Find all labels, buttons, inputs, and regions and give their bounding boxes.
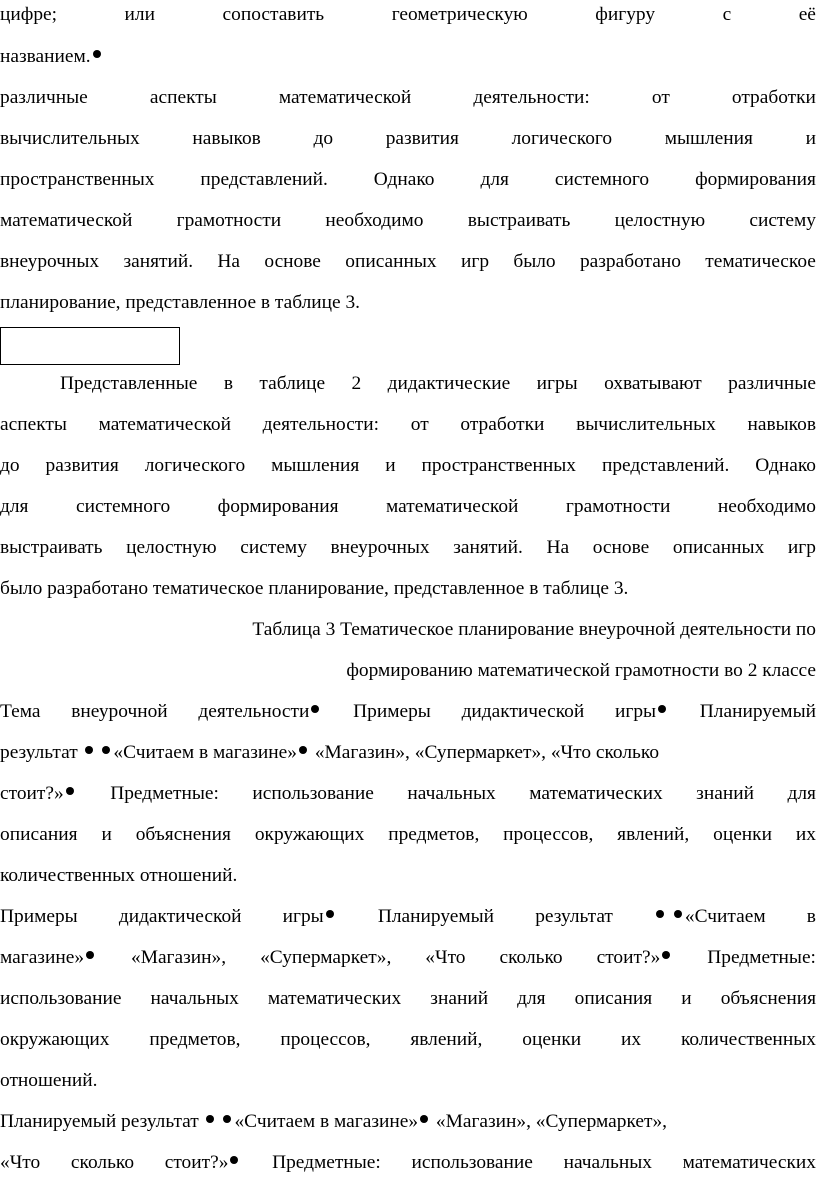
word: отработки	[731, 87, 816, 108]
bullet-dot-icon	[656, 910, 664, 918]
word: Планируемый	[377, 906, 495, 927]
text-line	[0, 782, 816, 806]
word: дидактической	[118, 906, 242, 927]
word: математических	[267, 988, 402, 1009]
word: предметов,	[149, 1029, 241, 1050]
word: основе	[592, 537, 650, 558]
word: Представленные	[60, 373, 198, 394]
word: или	[124, 4, 155, 25]
word: её	[798, 4, 816, 25]
word: необходимо	[717, 496, 816, 517]
bullet-dot-icon	[223, 1115, 231, 1123]
word: целостную	[126, 537, 217, 558]
word: внеурочных	[0, 251, 100, 272]
word: дидактические	[387, 373, 511, 394]
bullet-dot-icon	[420, 1115, 428, 1123]
text-line	[60, 372, 816, 396]
word: цифре;	[0, 4, 58, 25]
word: Однако	[373, 169, 435, 190]
word: использование	[252, 783, 374, 804]
line-text: результат «Считаем в магазине» «Магазин», «Супермаркет», «Что сколько	[0, 742, 660, 763]
text-line	[0, 1110, 816, 1134]
word: игр	[460, 251, 490, 272]
word: аспекты	[149, 87, 217, 108]
text-line	[0, 209, 816, 233]
word: для	[787, 783, 816, 804]
bullet-dot-icon	[230, 1156, 238, 1164]
word: игры	[283, 905, 337, 929]
word: грамотности	[565, 496, 671, 517]
word: объяснения	[720, 988, 816, 1009]
word: различные	[0, 87, 88, 108]
line-text: названием.	[0, 46, 91, 67]
text-line	[0, 987, 816, 1011]
word: математических	[682, 1152, 816, 1173]
text-line	[0, 536, 816, 560]
bullet-dot-icon	[658, 705, 666, 713]
word: Однако	[755, 455, 816, 476]
word: Примеры	[353, 701, 431, 722]
word: развития	[385, 128, 459, 149]
word: логического	[511, 128, 613, 149]
word: охватывают	[604, 373, 702, 394]
text-line	[0, 946, 816, 970]
word: их	[621, 1029, 642, 1050]
word: математической	[278, 87, 412, 108]
word: математических	[529, 783, 663, 804]
bullet-dot-icon	[662, 951, 670, 959]
word: знаний	[430, 988, 489, 1009]
word: начальных	[407, 783, 496, 804]
word: знаний	[696, 783, 754, 804]
word: результат	[535, 906, 613, 927]
empty-table-placeholder	[0, 327, 180, 365]
word: вычислительных	[576, 414, 716, 435]
word: магазине»	[0, 946, 97, 970]
word: представлений.	[200, 169, 328, 190]
bullet-dot-icon	[674, 910, 682, 918]
text-line	[0, 1028, 816, 1052]
bullet-dot-icon	[102, 746, 110, 754]
word: логического	[144, 455, 246, 476]
word: явлений,	[617, 824, 690, 845]
text-line	[0, 127, 816, 151]
word: до	[313, 128, 334, 149]
word: тематическое	[705, 251, 816, 272]
word: сопоставить	[222, 4, 325, 25]
word: аспекты	[0, 414, 67, 435]
word: навыков	[747, 414, 816, 435]
line-text: планирование, представленное в таблице 3.	[0, 292, 361, 313]
word: описания	[0, 824, 78, 845]
word: На	[217, 251, 241, 272]
word: Предметные:	[110, 783, 219, 804]
line-text: формированию математической грамотности во 2 классе	[346, 660, 816, 681]
word: для	[517, 988, 546, 1009]
text-line	[0, 291, 816, 315]
word: «Магазин»,	[131, 947, 227, 968]
line-text: было разработано тематическое планирование, представленное в таблице 3.	[0, 578, 629, 599]
text-line	[0, 618, 816, 642]
word: и	[385, 455, 396, 476]
word: в	[223, 373, 233, 394]
bullet-dot-icon	[311, 705, 319, 713]
word: для	[0, 496, 29, 517]
word: описания	[574, 988, 653, 1009]
word: представлений.	[601, 455, 730, 476]
word: игры	[536, 373, 578, 394]
word: вычислительных	[0, 128, 140, 149]
word: оценки	[713, 824, 772, 845]
text-line	[0, 577, 816, 601]
word: таблице	[259, 373, 326, 394]
word: игр	[787, 537, 816, 558]
word: систему	[749, 210, 816, 231]
word: Тема	[0, 701, 41, 722]
word: Предметные:	[272, 1152, 381, 1173]
text-line	[0, 168, 816, 192]
line-text: отношений.	[0, 1070, 98, 1091]
word: математической	[98, 414, 231, 435]
word: «Супермаркет»,	[260, 947, 392, 968]
text-line	[0, 1069, 816, 1093]
line-text: Таблица 3 Тематическое планирование внеурочной деятельности по	[252, 619, 816, 640]
word: и	[805, 128, 816, 149]
word: развития	[45, 455, 119, 476]
text-line	[0, 454, 816, 478]
word: было	[513, 251, 556, 272]
word: до	[0, 455, 20, 476]
word: различные	[728, 373, 816, 394]
word: пространственных	[421, 455, 576, 476]
word: На	[546, 537, 570, 558]
word: геометрическую	[391, 4, 528, 25]
word: «Что	[425, 947, 466, 968]
word: «Считаем	[654, 905, 766, 929]
word: «Что	[0, 1152, 41, 1173]
word: фигуру	[595, 4, 656, 25]
word: математической	[0, 210, 133, 231]
word: формирования	[695, 169, 816, 190]
text-line	[0, 823, 816, 847]
word: выстраивать	[0, 537, 103, 558]
word: математической	[386, 496, 519, 517]
word: стоит?»	[597, 946, 674, 970]
word: стоит?»	[0, 782, 77, 806]
bullet-dot-icon	[299, 746, 307, 754]
text-line	[0, 1151, 816, 1175]
text-line	[0, 250, 816, 274]
word: для	[480, 169, 509, 190]
word: мышления	[664, 128, 753, 149]
text-line	[0, 3, 816, 27]
word: процессов,	[503, 824, 594, 845]
text-line	[0, 45, 816, 69]
text-line	[0, 700, 816, 724]
word: окружающих	[254, 824, 365, 845]
word: описанных	[345, 251, 437, 272]
bullet-dot-icon	[93, 50, 101, 58]
text-line	[0, 864, 816, 888]
text-line	[0, 413, 816, 437]
word: стоит?»	[165, 1151, 242, 1175]
text-line	[0, 659, 816, 683]
word: навыков	[192, 128, 261, 149]
word: деятельности:	[473, 87, 590, 108]
word: явлений,	[410, 1029, 483, 1050]
word: выстраивать	[467, 210, 571, 231]
word: занятий.	[453, 537, 523, 558]
word: Планируемый	[699, 701, 816, 722]
word: игры	[615, 700, 669, 724]
bullet-dot-icon	[326, 910, 334, 918]
word: оценки	[522, 1029, 582, 1050]
line-text: количественных отношений.	[0, 865, 238, 886]
word: предметов,	[388, 824, 480, 845]
word: внеурочной	[71, 701, 168, 722]
word: 2	[351, 373, 362, 394]
word: с	[722, 4, 732, 25]
word: окружающих	[0, 1029, 110, 1050]
word: формирования	[217, 496, 339, 517]
word: занятий.	[123, 251, 194, 272]
word: их	[795, 824, 816, 845]
word: использование	[411, 1152, 533, 1173]
word: систему	[240, 537, 307, 558]
text-line	[0, 495, 816, 519]
word: дидактической	[461, 701, 585, 722]
text-line	[0, 905, 816, 929]
word: целостную	[614, 210, 706, 231]
word: от	[410, 414, 429, 435]
word: и	[101, 824, 112, 845]
word: объяснения	[135, 824, 231, 845]
word: начальных	[563, 1152, 652, 1173]
bullet-dot-icon	[86, 951, 94, 959]
word: начальных	[150, 988, 239, 1009]
word: системного	[554, 169, 650, 190]
word: Примеры	[0, 906, 78, 927]
word: описанных	[672, 537, 765, 558]
word: в	[806, 906, 816, 927]
word: процессов,	[280, 1029, 371, 1050]
word: грамотности	[176, 210, 282, 231]
bullet-dot-icon	[66, 787, 74, 795]
line-text: Планируемый результат «Считаем в магазине» «Магазин», «Супермаркет»,	[0, 1111, 668, 1132]
bullet-dot-icon	[85, 746, 93, 754]
word: сколько	[499, 947, 563, 968]
word: системного	[75, 496, 171, 517]
word: Предметные:	[707, 947, 816, 968]
word: пространственных	[0, 169, 155, 190]
word: мышления	[271, 455, 360, 476]
word: от	[651, 87, 670, 108]
text-line	[0, 86, 816, 110]
word: сколько	[70, 1152, 135, 1173]
word: отработки	[460, 414, 545, 435]
word: и	[681, 988, 692, 1009]
text-line	[0, 741, 816, 765]
word: основе	[264, 251, 321, 272]
word: деятельности	[198, 700, 322, 724]
word: деятельности:	[262, 414, 380, 435]
word: разработано	[579, 251, 681, 272]
word: использование	[0, 988, 122, 1009]
word: внеурочных	[330, 537, 430, 558]
word: необходимо	[325, 210, 424, 231]
word: количественных	[680, 1029, 816, 1050]
bullet-dot-icon	[206, 1115, 214, 1123]
